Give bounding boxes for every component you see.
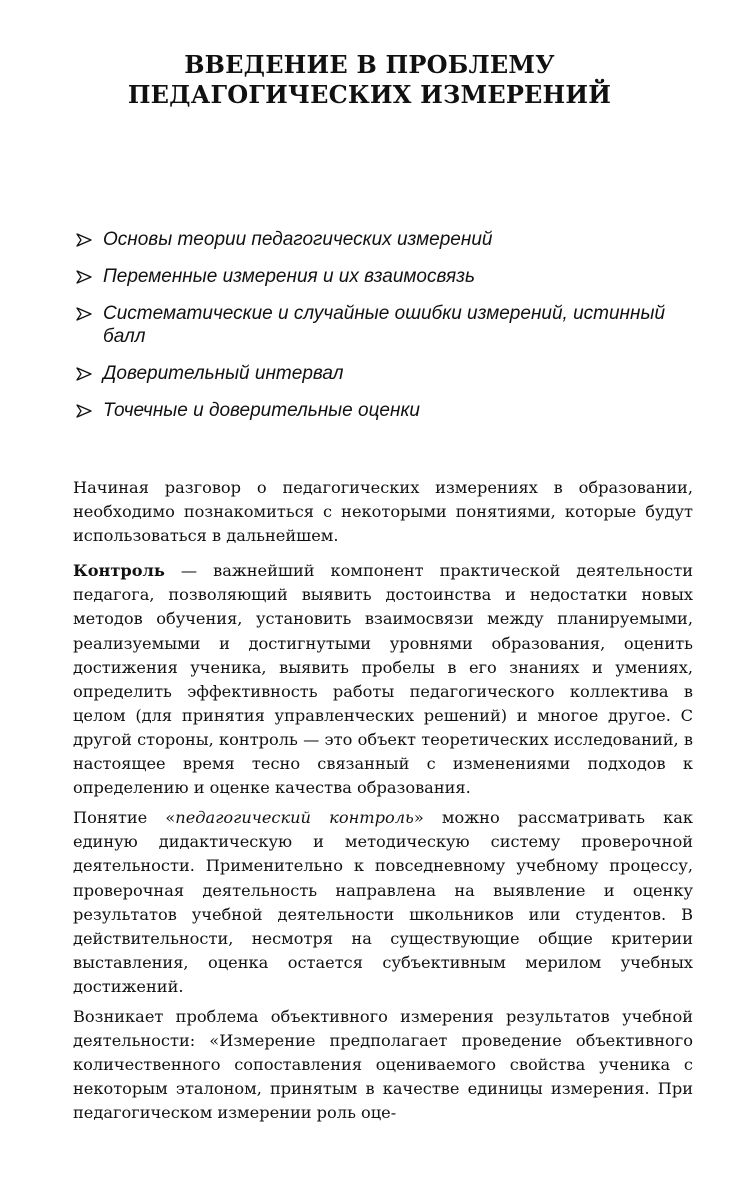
topic-item — [76, 399, 696, 422]
arrowhead-bullet-icon — [76, 270, 92, 284]
arrowhead-bullet-icon — [76, 307, 92, 321]
topic-text: Основы теории педагогических измерений — [103, 229, 493, 250]
paragraph-pc-text: » можно рассматривать как единую дидактическую и методическую систему проверочной деятельности. Применительно к повседневному учебному процессу, проверочная деятельность направлена на выявление и оценку результатов учебной деятельности школьников или студентов. В действительности, несмотря на существующие общие критерии выставления, оценка остается субъективным мерилом учебных достижений. — [73, 808, 693, 996]
chapter-title-line-2: ПЕДАГОГИЧЕСКИХ ИЗМЕРЕНИЙ — [127, 80, 612, 109]
arrowhead-bullet-icon — [76, 233, 92, 247]
topic-item — [76, 265, 696, 288]
topic-text: Точечные и доверительные оценки — [103, 400, 420, 421]
paragraph-pc-start: Понятие « — [73, 808, 176, 828]
arrowhead-bullet-icon — [76, 404, 92, 418]
term-control: Контроль — [73, 561, 165, 581]
topic-text: Систематические и случайные ошибки измерений, истинный балл — [103, 303, 666, 347]
topic-item — [76, 362, 696, 385]
paragraph-measurement-problem: Возникает проблема объективного измерения результатов учебной деятельности: «Измерение предполагает проведение объективного количественного сопоставления оцениваемого свойства ученика с некоторым эталоном, принятым в качестве единицы измерения. При педагогическом измерении роль оце- — [73, 1006, 693, 1123]
arrowhead-bullet-icon — [76, 367, 92, 381]
topic-item — [76, 228, 696, 251]
topic-text: Доверительный интервал — [103, 363, 344, 384]
chapter-title-line-1: ВВЕДЕНИЕ В ПРОБЛЕМУ — [184, 50, 555, 79]
paragraph-control-text: — важнейший компонент практической деятельности педагога, позволяющий выявить достоинства и недостатки новых методов обучения, установить взаимосвязи между планируемыми, реализуемыми и достигнутыми уровнями образования, оценить достижения ученика, выявить пробелы в его знаниях и умениях, определить эффективность работы педагогического коллектива в целом (для принятия управленческих решений) и многое другое. С другой стороны, контроль — это объект теоретических исследований, в настоящее время тесно связанный с изменениями подходов к определению и оценке качества образования. — [73, 561, 693, 798]
term-pedagogical-control: педагогический контроль — [175, 808, 414, 828]
paragraph-intro: Начиная разговор о педагогических измерениях в образовании, необходимо познакомиться с некоторыми понятиями, которые будут использоваться в дальнейшем. — [73, 478, 693, 546]
topic-text: Переменные измерения и их взаимосвязь — [103, 266, 475, 287]
chapter-title — [40, 50, 699, 110]
paragraph-control — [73, 559, 693, 800]
paragraph-pedagogical-control — [73, 806, 693, 999]
chapter-topics-list — [76, 228, 696, 436]
body-text — [73, 476, 693, 1136]
topic-item — [76, 302, 696, 348]
